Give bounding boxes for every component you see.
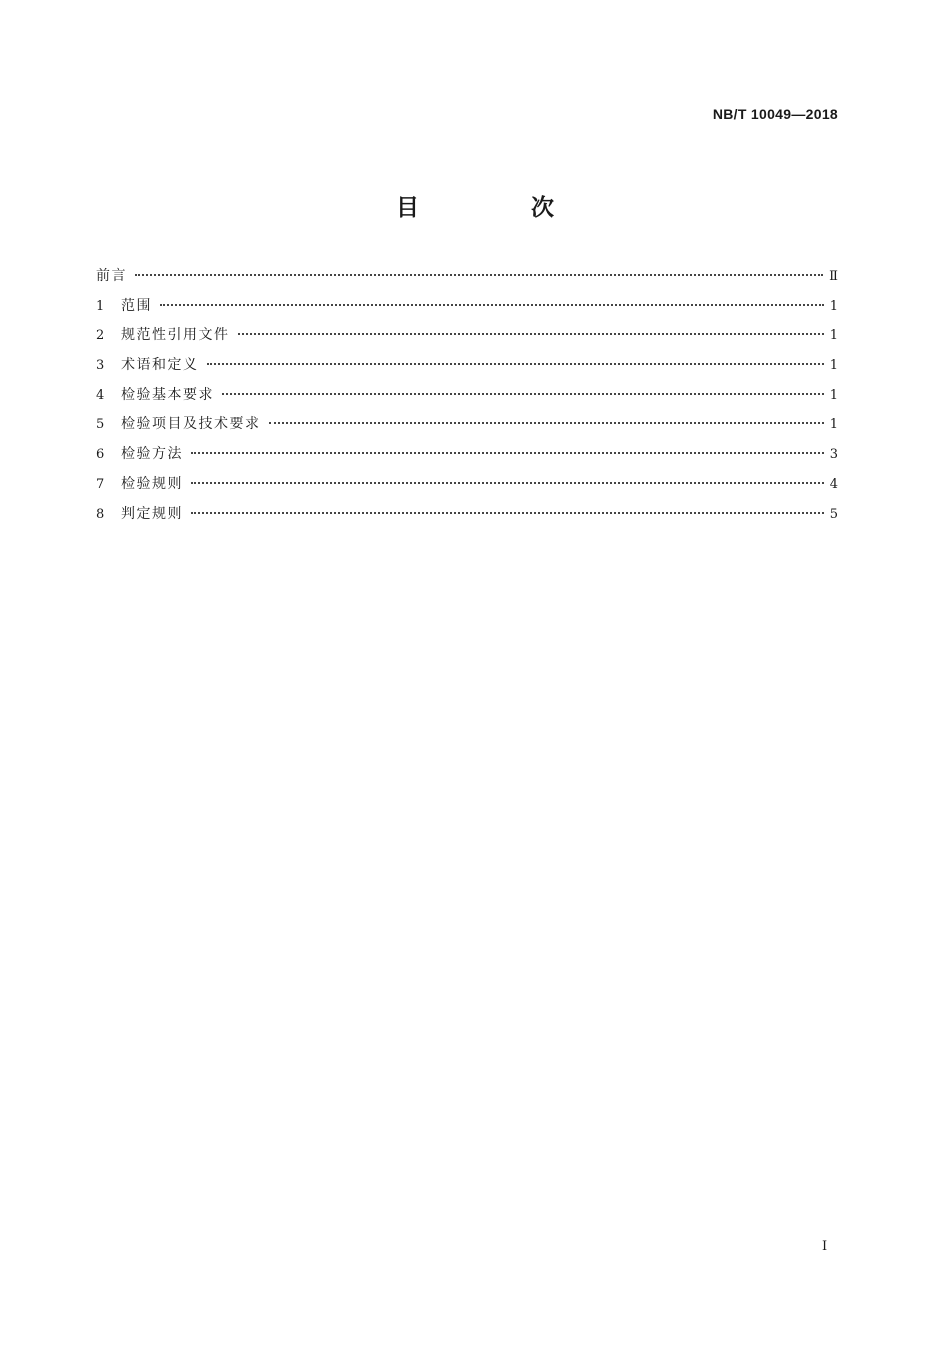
toc-entry-number: 1 (96, 298, 105, 314)
toc-entry-5[interactable] (96, 413, 838, 443)
toc-entry-label: 范围 (121, 297, 152, 314)
page-number: I (822, 1239, 828, 1254)
toc-entry-number: 7 (96, 476, 105, 492)
toc-entry-8[interactable] (96, 503, 838, 533)
toc-leader-dots (191, 452, 824, 454)
standard-code: NB/T 10049—2018 (712, 106, 838, 122)
toc-title: 目 次 (395, 195, 606, 221)
toc-leader-dots (207, 363, 824, 365)
toc-leader-dots (135, 274, 823, 276)
toc-entry-label: 判定规则 (121, 505, 183, 522)
toc-leader-dots (191, 482, 824, 484)
toc-entry-1[interactable] (96, 295, 838, 325)
toc-entry-number: 6 (96, 447, 105, 463)
toc-entry-foreword[interactable] (96, 265, 838, 295)
toc-entry-number: 8 (96, 506, 105, 522)
toc-entry-label: 检验规则 (121, 475, 183, 492)
toc-entry-page: 1 (829, 328, 838, 344)
toc-entry-page: 1 (829, 417, 838, 433)
toc-leader-dots (238, 333, 824, 335)
toc-entry-label: 术语和定义 (121, 357, 199, 374)
toc-entry-label: 检验方法 (121, 446, 183, 463)
toc-entry-label: 检验基本要求 (121, 386, 214, 403)
toc-entry-number: 3 (96, 358, 105, 374)
toc-entry-page: 3 (829, 447, 838, 463)
toc-leader-dots (269, 422, 824, 424)
toc-entry-page: 1 (829, 298, 838, 314)
toc-entry-label: 前言 (96, 268, 127, 284)
toc-leader-dots (222, 393, 824, 395)
toc-entry-4[interactable] (96, 384, 838, 414)
toc-entry-7[interactable] (96, 473, 838, 503)
toc-entry-page: 1 (829, 358, 838, 374)
toc-entry-number: 5 (96, 417, 105, 433)
toc-entry-page: 5 (829, 506, 838, 522)
toc-entry-page: 1 (829, 387, 838, 403)
toc-leader-dots (160, 304, 824, 306)
toc-entry-3[interactable] (96, 354, 838, 384)
toc-entry-page: Ⅱ (829, 269, 838, 284)
toc-entry-2[interactable] (96, 324, 838, 354)
toc-entry-number: 4 (96, 387, 105, 403)
table-of-contents (96, 265, 838, 532)
toc-entry-6[interactable] (96, 443, 838, 473)
toc-entry-page: 4 (829, 476, 838, 492)
toc-entry-number: 2 (96, 328, 105, 344)
toc-entry-label: 规范性引用文件 (121, 327, 230, 344)
toc-leader-dots (191, 512, 824, 514)
toc-entry-label: 检验项目及技术要求 (121, 416, 261, 433)
